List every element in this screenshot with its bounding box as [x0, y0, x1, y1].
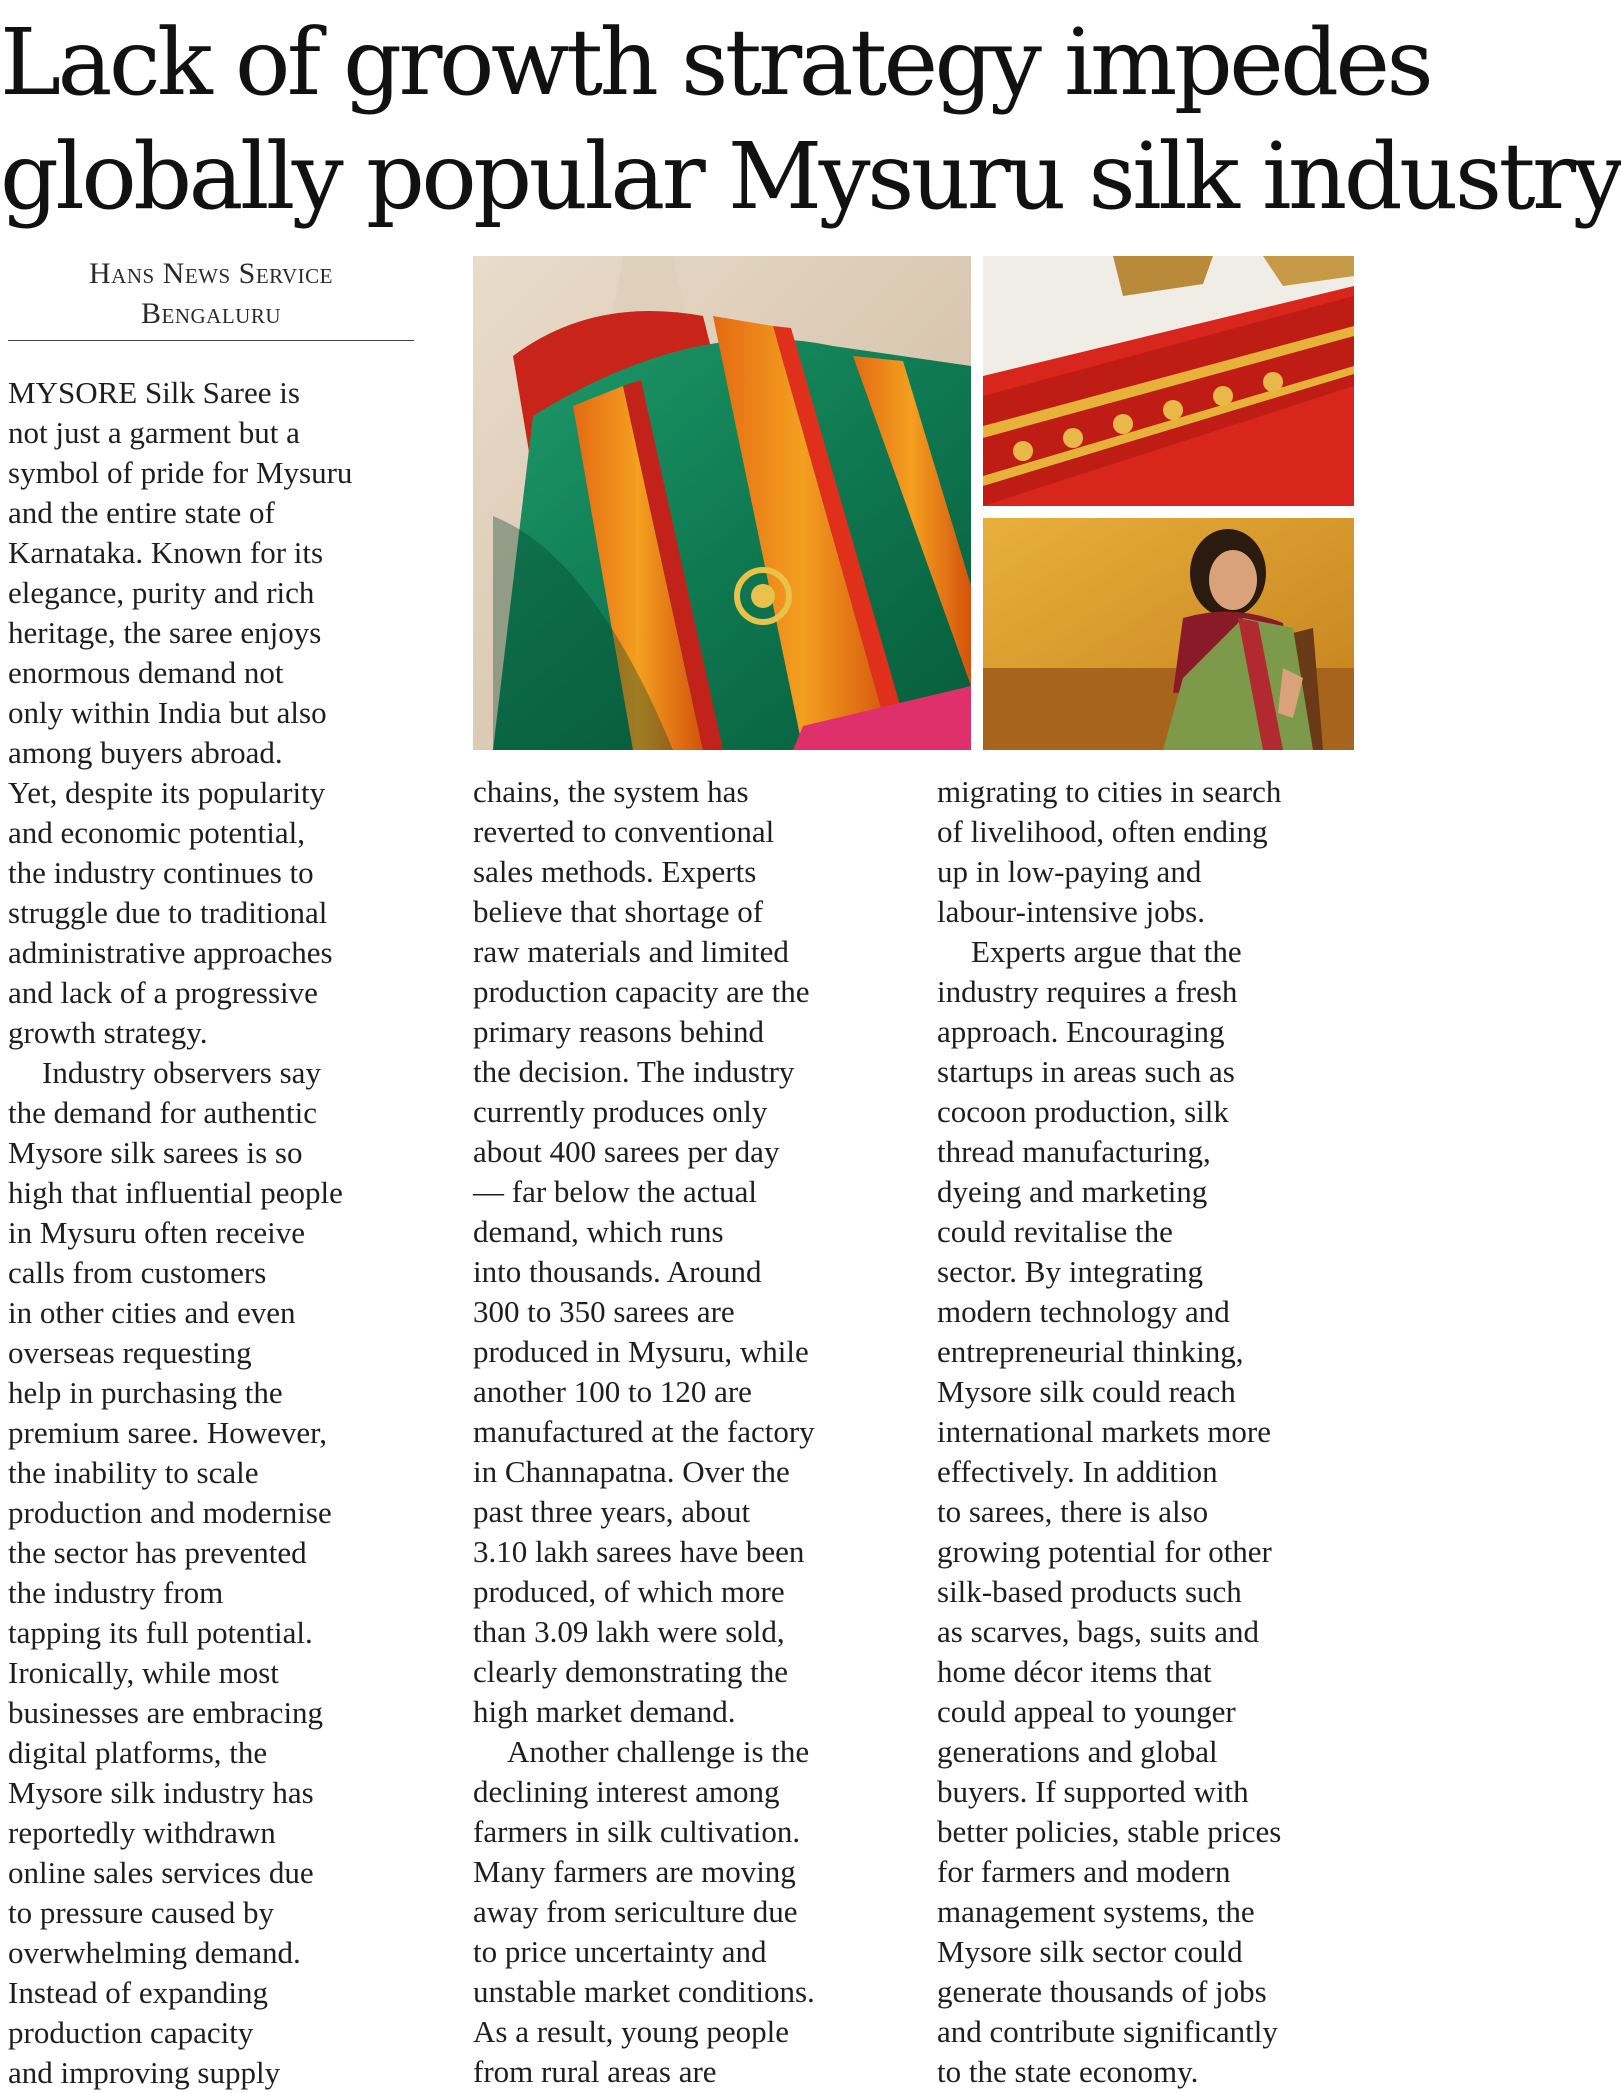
- text-line: the decision. The industry: [473, 1054, 795, 1089]
- text-line: sales methods. Experts: [473, 854, 757, 889]
- text-line: another 100 to 120 are: [473, 1374, 752, 1409]
- text-line: currently produces only: [473, 1094, 768, 1129]
- text-line: raw materials and limited: [473, 934, 789, 969]
- text-line: Mysore silk could reach: [937, 1374, 1236, 1409]
- text-line: sector. By integrating: [937, 1254, 1204, 1289]
- text-line: industry requires a fresh: [937, 974, 1238, 1009]
- woman-in-silk-saree-photo: [983, 518, 1354, 750]
- text-line: growing potential for other: [937, 1534, 1272, 1569]
- text-line: demand, which runs: [473, 1214, 724, 1249]
- text-line: — far below the actual: [473, 1174, 758, 1209]
- byline-location: Bengaluru: [141, 297, 281, 330]
- text-line: past three years, about: [473, 1494, 751, 1529]
- red-saree-with-gold-border-photo: [983, 256, 1354, 506]
- text-line: startups in areas such as: [937, 1054, 1235, 1089]
- text-line: MYSORE Silk Saree is: [8, 375, 300, 410]
- text-line: believe that shortage of: [473, 894, 764, 929]
- article-column-3: [937, 772, 1354, 2092]
- text-line: enormous demand not: [8, 655, 284, 690]
- text-line: farmers in silk cultivation.: [473, 1814, 801, 1849]
- text-line: as scarves, bags, suits and: [937, 1614, 1259, 1649]
- text-line: Another challenge is the: [507, 1734, 810, 1769]
- text-line: international markets more: [937, 1414, 1271, 1449]
- text-line: approach. Encouraging: [937, 1014, 1225, 1049]
- text-line: generations and global: [937, 1734, 1218, 1769]
- text-line: dyeing and marketing: [937, 1174, 1208, 1209]
- text-line: struggle due to traditional: [8, 895, 328, 930]
- byline-agency: Hans News Service: [89, 257, 333, 290]
- text-line: production capacity: [8, 2015, 254, 2050]
- text-line: 3.10 lakh sarees have been: [473, 1534, 805, 1569]
- text-line: not just a garment but a: [8, 415, 300, 450]
- text-line: to pressure caused by: [8, 1895, 274, 1930]
- text-line: declining interest among: [473, 1774, 780, 1809]
- text-line: in other cities and even: [8, 1295, 296, 1330]
- text-line: buyers. If supported with: [937, 1774, 1249, 1809]
- text-line: better policies, stable prices: [937, 1814, 1282, 1849]
- headline-line-2: globally popular Mysuru silk industry: [0, 123, 1621, 230]
- text-line: growth strategy.: [8, 1015, 208, 1050]
- article-column-2: [473, 772, 893, 2092]
- text-line: overwhelming demand.: [8, 1935, 301, 1970]
- text-line: high market demand.: [473, 1694, 736, 1729]
- text-line: reverted to conventional: [473, 814, 775, 849]
- text-line: premium saree. However,: [8, 1415, 327, 1450]
- text-line: in Channapatna. Over the: [473, 1454, 790, 1489]
- text-line: As a result, young people: [473, 2014, 789, 2049]
- text-line: management systems, the: [937, 1894, 1255, 1929]
- text-line: generate thousands of jobs: [937, 1974, 1267, 2009]
- text-line: production and modernise: [8, 1495, 332, 1530]
- text-line: the sector has prevented: [8, 1535, 307, 1570]
- text-line: manufactured at the factory: [473, 1414, 815, 1449]
- text-line: about 400 sarees per day: [473, 1134, 780, 1169]
- byline: [8, 254, 414, 334]
- article-column-1: [8, 373, 418, 2093]
- headline: [0, 6, 1621, 234]
- text-line: among buyers abroad.: [8, 735, 283, 770]
- text-line: than 3.09 lakh were sold,: [473, 1614, 785, 1649]
- text-line: Industry observers say: [42, 1055, 321, 1090]
- text-line: symbol of pride for Mysuru: [8, 455, 353, 490]
- text-line: heritage, the saree enjoys: [8, 615, 322, 650]
- text-line: and improving supply: [8, 2055, 281, 2090]
- text-line: up in low-paying and: [937, 854, 1202, 889]
- text-line: online sales services due: [8, 1855, 314, 1890]
- text-line: Experts argue that the: [971, 934, 1242, 969]
- text-line: the inability to scale: [8, 1455, 259, 1490]
- text-line: produced in Mysuru, while: [473, 1334, 809, 1369]
- text-line: unstable market conditions.: [473, 1974, 815, 2009]
- text-line: home décor items that: [937, 1654, 1212, 1689]
- text-line: in Mysuru often receive: [8, 1215, 305, 1250]
- text-line: Many farmers are moving: [473, 1854, 796, 1889]
- text-line: thread manufacturing,: [937, 1134, 1211, 1169]
- green-and-orange-silk-saree-photo: [473, 256, 971, 750]
- text-line: primary reasons behind: [473, 1014, 764, 1049]
- byline-divider: [8, 340, 414, 341]
- text-line: entrepreneurial thinking,: [937, 1334, 1244, 1369]
- text-line: and contribute significantly: [937, 2014, 1278, 2049]
- text-line: silk-based products such: [937, 1574, 1242, 1609]
- text-line: administrative approaches: [8, 935, 333, 970]
- text-line: only within India but also: [8, 695, 327, 730]
- text-line: Mysore silk sector could: [937, 1934, 1243, 1969]
- text-line: could appeal to younger: [937, 1694, 1236, 1729]
- text-line: to sarees, there is also: [937, 1494, 1209, 1529]
- text-line: away from sericulture due: [473, 1894, 798, 1929]
- text-line: production capacity are the: [473, 974, 810, 1009]
- text-line: of livelihood, often ending: [937, 814, 1268, 849]
- text-line: from rural areas are: [473, 2054, 717, 2089]
- text-line: 300 to 350 sarees are: [473, 1294, 735, 1329]
- text-line: digital platforms, the: [8, 1735, 268, 1770]
- text-line: elegance, purity and rich: [8, 575, 315, 610]
- text-line: into thousands. Around: [473, 1254, 762, 1289]
- text-line: cocoon production, silk: [937, 1094, 1229, 1129]
- text-line: Mysore silk industry has: [8, 1775, 314, 1810]
- text-line: and economic potential,: [8, 815, 305, 850]
- text-line: businesses are embracing: [8, 1695, 324, 1730]
- text-line: overseas requesting: [8, 1335, 252, 1370]
- text-line: migrating to cities in search: [937, 774, 1282, 809]
- text-line: high that influential people: [8, 1175, 343, 1210]
- text-line: help in purchasing the: [8, 1375, 283, 1410]
- text-line: effectively. In addition: [937, 1454, 1218, 1489]
- text-line: the demand for authentic: [8, 1095, 318, 1130]
- text-line: reportedly withdrawn: [8, 1815, 276, 1850]
- text-line: Yet, despite its popularity: [8, 775, 326, 810]
- text-line: could revitalise the: [937, 1214, 1173, 1249]
- headline-line-1: Lack of growth strategy impedes: [0, 9, 1431, 116]
- text-line: to price uncertainty and: [473, 1934, 767, 1969]
- text-line: and lack of a progressive: [8, 975, 318, 1010]
- text-line: Ironically, while most: [8, 1655, 279, 1690]
- text-line: the industry continues to: [8, 855, 314, 890]
- text-line: chains, the system has: [473, 774, 749, 809]
- text-line: Instead of expanding: [8, 1975, 268, 2010]
- text-line: calls from customers: [8, 1255, 267, 1290]
- text-line: the industry from: [8, 1575, 224, 1610]
- text-line: and the entire state of: [8, 495, 275, 530]
- text-line: modern technology and: [937, 1294, 1230, 1329]
- text-line: tapping its full potential.: [8, 1615, 313, 1650]
- text-line: for farmers and modern: [937, 1854, 1231, 1889]
- text-line: labour-intensive jobs.: [937, 894, 1205, 929]
- text-line: produced, of which more: [473, 1574, 785, 1609]
- text-line: to the state economy.: [937, 2054, 1199, 2089]
- text-line: clearly demonstrating the: [473, 1654, 789, 1689]
- text-line: Karnataka. Known for its: [8, 535, 324, 570]
- text-line: Mysore silk sarees is so: [8, 1135, 303, 1170]
